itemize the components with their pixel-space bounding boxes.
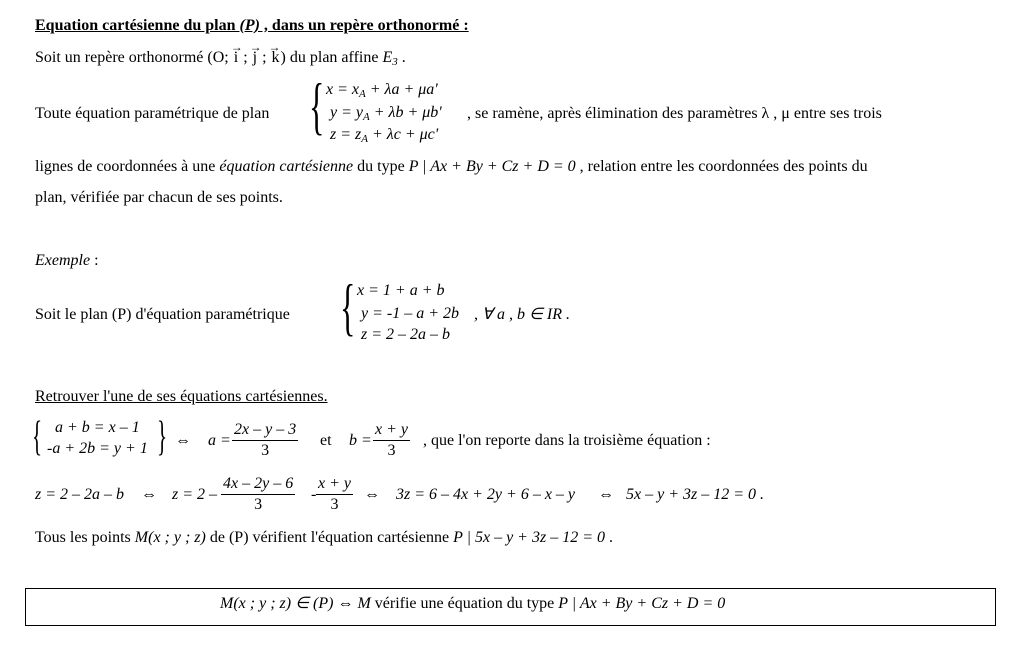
example-lead: Soit le plan (P) d'équation paramétrique xyxy=(35,306,290,323)
vector-j: → j xyxy=(252,48,258,68)
cont-text-3: , relation entre les coordonnées des points du xyxy=(575,158,868,175)
conclusion-text: Tous les points xyxy=(35,529,135,546)
eq-text: z = z xyxy=(330,126,362,143)
eq-text: x = x xyxy=(326,81,359,98)
equivalence-arrow: ⇔ xyxy=(364,486,380,503)
point-m: M xyxy=(357,595,371,612)
affine-space-dim: 3 xyxy=(392,56,398,68)
param-line-x xyxy=(326,80,438,104)
membership: M(x ; y ; z) ∈ (P) xyxy=(220,595,334,612)
eq-text: y = y xyxy=(330,104,363,121)
intro-end: . xyxy=(397,49,406,66)
param-line-z xyxy=(330,125,438,149)
fraction-numerator: x + y xyxy=(316,474,353,495)
fraction-numerator: 4x – 2y – 6 xyxy=(221,474,295,495)
et-word: et xyxy=(320,432,332,449)
title-prefix: Equation cartésienne du plan xyxy=(35,17,240,34)
substitution-fraction-2 xyxy=(316,474,353,515)
substitution-start: z = 2 – 2a – b xyxy=(35,486,125,503)
intro-text: Soit un repère orthonormé (O; xyxy=(35,49,233,66)
retrieve-brace-left: { xyxy=(32,414,43,460)
fraction-numerator: 2x – y – 3 xyxy=(232,420,298,441)
fraction-numerator: x + y xyxy=(373,420,410,441)
substitution-fraction-1 xyxy=(221,474,295,515)
cont-text-2: du type xyxy=(353,158,409,175)
section-title xyxy=(35,16,469,36)
substitution-result: 5x – y + 3z – 12 = 0 . xyxy=(626,486,765,503)
conclusion-line xyxy=(35,528,613,548)
param-tail: , se ramène, après élimination des paramètres λ , μ entre ses trois xyxy=(467,105,882,122)
title-plane: (P) xyxy=(239,17,260,34)
b-fraction xyxy=(373,420,410,461)
equivalence-arrow: ⇔ xyxy=(598,486,614,503)
a-fraction xyxy=(232,420,298,461)
param-continuation xyxy=(35,157,868,177)
eq-rest: + λc + μc' xyxy=(367,126,439,143)
cartesian-equation: P | 5x – y + 3z – 12 = 0 xyxy=(453,529,605,546)
system-line-1: a + b = x – 1 xyxy=(55,419,140,436)
fraction-denominator: 3 xyxy=(261,442,270,459)
retrieve-tail: , que l'on reporte dans la troisième équation : xyxy=(423,432,711,449)
equivalence-arrow: ⇔ xyxy=(175,432,191,449)
system-brace: { xyxy=(309,70,325,141)
cont-emphasis: équation cartésienne xyxy=(219,158,354,175)
fraction-denominator: 3 xyxy=(254,496,263,513)
separator: ; xyxy=(258,49,271,66)
substitution-z: z = 2 – xyxy=(172,486,218,503)
a-equals: a = xyxy=(208,432,231,449)
example-label xyxy=(35,251,99,271)
param-continuation-2: plan, vérifiée par chacun de ses points. xyxy=(35,189,283,206)
example-word: Exemple xyxy=(35,252,91,269)
general-equation: P | Ax + By + Cz + D = 0 xyxy=(558,595,726,612)
intro-line xyxy=(35,48,406,72)
conclusion-end: . xyxy=(605,529,613,546)
intro-text-2: ) du plan affine xyxy=(280,49,383,66)
eq-rest: + λb + μb' xyxy=(369,104,442,121)
separator: ; xyxy=(239,49,252,66)
conclusion-text-2: de (P) vérifient l'équation cartésienne xyxy=(205,529,454,546)
substitution-expansion: 3z = 6 – 4x + 2y + 6 – x – y xyxy=(396,486,576,503)
example-brace: { xyxy=(340,271,356,342)
eq-sub: A xyxy=(363,111,370,123)
theorem-statement xyxy=(220,594,725,614)
example-line-y: y = -1 – a + 2b xyxy=(361,305,460,322)
eq-sub: A xyxy=(361,133,368,145)
retrieve-brace-right: } xyxy=(157,414,168,460)
equivalence-arrow: ⇔ xyxy=(141,486,157,503)
example-line-x: x = 1 + a + b xyxy=(357,282,445,299)
cartesian-form: P | Ax + By + Cz + D = 0 xyxy=(408,158,576,175)
vector-k: → k xyxy=(271,48,281,68)
example-tail: , ∀ a , b ∈ IR . xyxy=(474,306,570,323)
minus-sign: - xyxy=(311,486,317,503)
point-m: M(x ; y ; z) xyxy=(134,529,206,546)
example-line-z: z = 2 – 2a – b xyxy=(361,326,451,343)
affine-space: E xyxy=(382,49,393,66)
title-suffix: , dans un repère orthonormé : xyxy=(259,17,469,34)
vector-i: → i xyxy=(233,48,239,68)
b-equals: b = xyxy=(349,432,372,449)
param-lead: Toute équation paramétrique de plan xyxy=(35,105,270,122)
example-colon: : xyxy=(90,252,99,269)
cont-text: lignes de coordonnées à une xyxy=(35,158,220,175)
fraction-denominator: 3 xyxy=(330,496,339,513)
equivalence-arrow: ⇔ xyxy=(337,595,354,612)
eq-sub: A xyxy=(359,88,366,100)
param-line-y xyxy=(330,103,442,127)
system-line-2: -a + 2b = y + 1 xyxy=(47,440,148,457)
theorem-text: vérifie une équation du type xyxy=(370,595,559,612)
eq-rest: + λa + μa' xyxy=(365,81,438,98)
retrieve-heading: Retrouver l'une de ses équations cartésiennes. xyxy=(35,388,328,405)
fraction-denominator: 3 xyxy=(387,442,396,459)
